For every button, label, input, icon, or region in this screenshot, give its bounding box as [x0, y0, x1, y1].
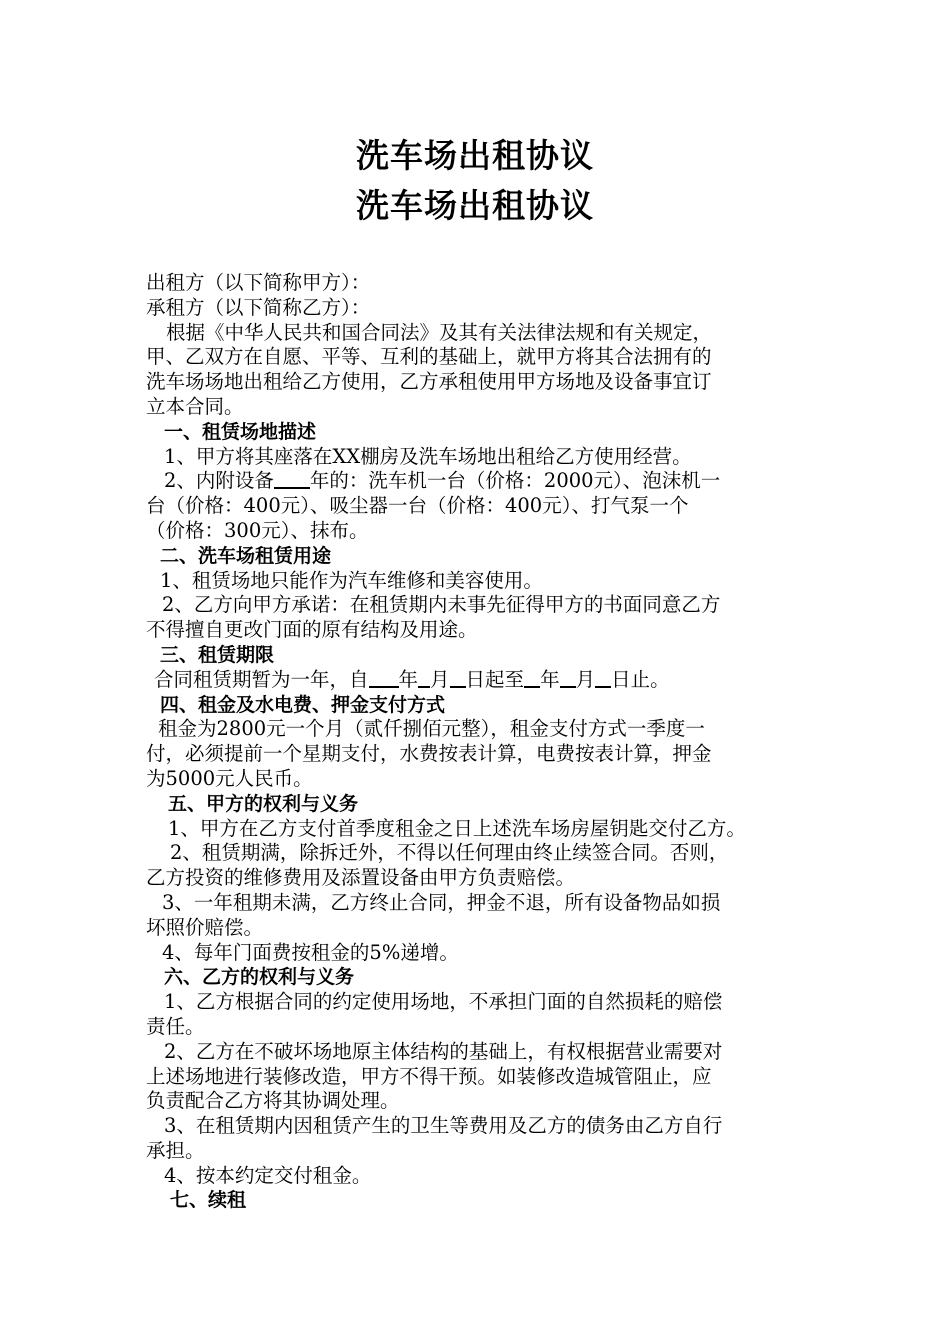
blank-field	[524, 668, 540, 688]
text-line: 付，必须提前一个星期支付，水费按表计算，电费按表计算，押金	[146, 742, 712, 766]
blank-field	[450, 668, 466, 688]
text-line: 1、甲方将其座落在XX棚房及洗车场地出租给乙方使用经营。	[164, 444, 692, 468]
text-line: 1、租赁场地只能作为汽车维修和美容使用。	[160, 568, 543, 592]
period-text: 日止。	[611, 667, 670, 691]
text-line: 3、在租赁期内因租赁产生的卫生等费用及乙方的债务由乙方自行	[164, 1114, 723, 1138]
line-text: 年的：洗车机一台（价格：2000元）、泡沫机一	[309, 469, 721, 493]
text-line: 乙方投资的维修费用及添置设备由甲方负责赔偿。	[146, 866, 576, 890]
blank-field	[595, 668, 611, 688]
section-heading: 七、续租	[170, 1189, 247, 1212]
text-line: 负责配合乙方将其协调处理。	[146, 1089, 400, 1113]
text-line	[146, 668, 826, 693]
text-line: 租金为2800元一个月（贰仟捌佰元整），租金支付方式一季度一	[158, 717, 705, 741]
text-line: 3、一年租期未满，乙方终止合同，押金不退，所有设备物品如损	[162, 890, 721, 914]
text-line: 不得擅自更改门面的原有结构及用途。	[146, 618, 478, 642]
blank-field	[418, 668, 430, 688]
text-line: 出租方（以下简称甲方）：	[146, 271, 371, 294]
period-text: 年	[398, 667, 419, 691]
text-line: 台（价格：400元）、吸尘器一台（价格：400元）、打气泵一个	[146, 494, 689, 518]
blank-field	[560, 668, 576, 688]
section-heading: 六、乙方的权利与义务	[164, 966, 355, 989]
section-heading: 一、租赁场地描述	[164, 420, 317, 443]
period-text: 合同租赁期暂为一年，自	[154, 667, 369, 691]
text-line: 4、每年门面费按租金的5%递增。	[162, 940, 459, 964]
text-line: 2、租赁期满，除拆迁外，不得以任何理由终止续签合同。否则，	[170, 841, 729, 865]
section-heading: 四、租金及水电费、押金支付方式	[160, 693, 446, 716]
text-line: 为5000元人民币。	[146, 766, 313, 790]
text-line: 上述场地进行装修改造，甲方不得干预。如装修改造城管阻止，应	[146, 1064, 712, 1088]
text-line: 坏照价赔偿。	[146, 915, 264, 939]
text-line: 立本合同。	[146, 394, 244, 418]
text-line	[146, 469, 826, 494]
document-body	[146, 271, 826, 1213]
text-line: 承担。	[146, 1138, 205, 1162]
text-line: 2、乙方在不破坏场地原主体结构的基础上，有权根据营业需要对	[164, 1039, 723, 1063]
text-line: 1、甲方在乙方支付首季度租金之日上述洗车场房屋钥匙交付乙方。	[168, 816, 746, 840]
text-line: 1、乙方根据合同的约定使用场地，不承担门面的自然损耗的赔偿	[164, 990, 723, 1014]
blank-field	[274, 469, 310, 489]
text-line: 责任。	[146, 1014, 205, 1038]
section-heading: 五、甲方的权利与义务	[168, 792, 359, 815]
text-line: 根据《中华人民共和国合同法》及其有关法律法规和有关规定，	[166, 320, 713, 344]
text-line: 甲、乙双方在自愿、平等、互利的基础上，就甲方将其合法拥有的	[146, 345, 712, 369]
section-heading: 三、租赁期限	[160, 643, 275, 666]
text-line: 承租方（以下简称乙方）：	[146, 295, 371, 319]
document-title: 洗车场出租协议	[356, 136, 594, 175]
section-heading: 二、洗车场租赁用途	[160, 544, 332, 567]
text-line: 4、按本约定交付租金。	[164, 1163, 372, 1187]
period-text: 年	[540, 667, 560, 691]
period-text: 日起至	[465, 667, 525, 691]
period-text: 月	[575, 667, 596, 691]
text-line: （价格：300元）、抹布。	[146, 518, 369, 542]
blank-field	[369, 668, 399, 688]
line-text: 2、内附设备	[164, 469, 274, 493]
period-text: 月	[430, 667, 450, 691]
document-title-repeat: 洗车场出租协议	[356, 186, 594, 225]
text-line: 洗车场场地出租给乙方使用，乙方承租使用甲方场地及设备事宜订	[146, 370, 712, 394]
text-line: 2、乙方向甲方承诺：在租赁期内未事先征得甲方的书面同意乙方	[162, 593, 721, 617]
